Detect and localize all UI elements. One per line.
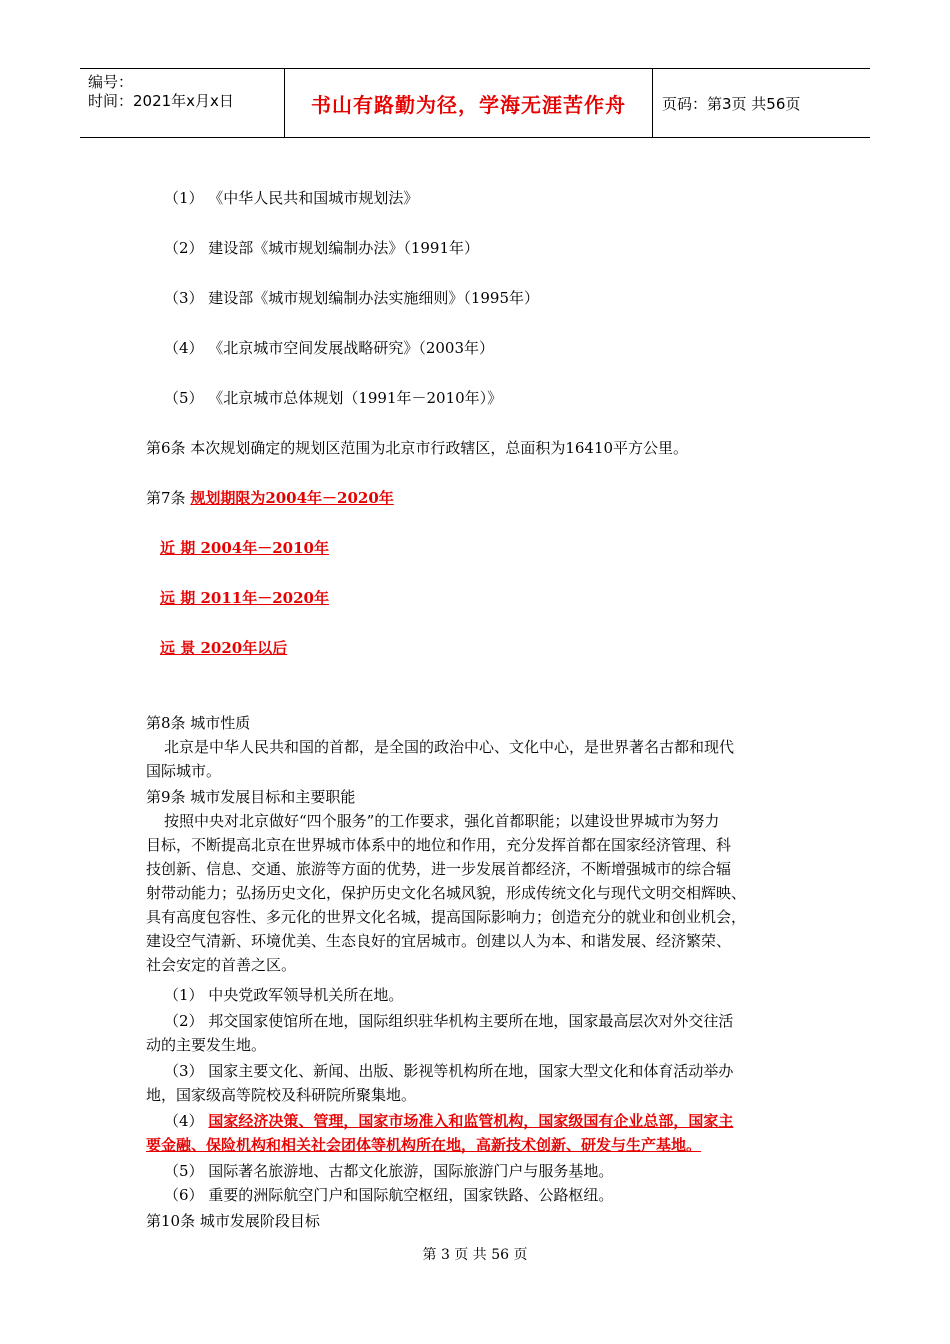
paragraph-line: 具有高度包容性、多元化的世界文化名城，提高国际影响力；创造充分的就业和创业机会， — [146, 908, 747, 926]
list-item: （5） 《北京城市总体规划（1991年－2010年）》 — [164, 389, 503, 407]
article-9-title: 第9条 城市发展目标和主要职能 — [146, 788, 356, 806]
page-footer: 第 3 页 共 56 页 — [422, 1247, 528, 1263]
function-item: （1） 中央党政军领导机关所在地。 — [164, 986, 404, 1004]
paragraph-line: 按照中央对北京做好“四个服务”的工作要求，强化首都职能；以建设世界城市为努力 — [164, 812, 720, 830]
header-motto: 书山有路勤为径，学海无涯苦作舟 — [311, 92, 626, 117]
list-item: （4） 《北京城市空间发展战略研究》（2003年） — [164, 339, 494, 357]
paragraph-line: 技创新、信息、交通、旅游等方面的优势，进一步发展首都经济，不断增强城市的综合辐 — [146, 860, 732, 878]
paragraph-line: 射带动能力；弘扬历史文化，保护历史文化名城风貌，形成传统文化与现代文明交相辉映、 — [146, 884, 747, 902]
paragraph-line: 社会安定的首善之区。 — [146, 956, 297, 974]
function-item: （6） 重要的洲际航空门户和国际航空枢纽，国家铁路、公路枢纽。 — [164, 1186, 614, 1204]
function-item: 地，国家级高等院校及科研院所聚集地。 — [146, 1086, 417, 1104]
function-highlight-text: 国家经济决策、管理，国家市场准入和监管机构，国家级国有企业总部，国家主 — [208, 1112, 734, 1130]
list-item: （2） 建设部《城市规划编制办法》（1991年） — [164, 239, 479, 257]
article-7 — [146, 486, 394, 510]
function-item: （3） 国家主要文化、新闻、出版、影视等机构所在地，国家大型文化和体育活动举办 — [164, 1062, 734, 1080]
planning-period: 规划期限为2004年－2020年 — [190, 489, 394, 507]
near-term: 近 期 2004年－2010年 — [160, 539, 329, 557]
article-6: 第6条 本次规划确定的规划区范围为北京市行政辖区，总面积为16410平方公里。 — [146, 439, 689, 457]
function-item: （2） 邦交国家使馆所在地，国际组织驻华机构主要所在地，国家最高层次对外交往活 — [164, 1012, 734, 1030]
paragraph-line: 北京是中华人民共和国的首都，是全国的政治中心、文化中心，是世界著名古都和现代 — [164, 738, 735, 756]
function-number: （4） — [164, 1112, 209, 1130]
function-item: 动的主要发生地。 — [146, 1036, 267, 1054]
function-item: （5） 国际著名旅游地、古都文化旅游，国际旅游门户与服务基地。 — [164, 1162, 614, 1180]
header-divider — [652, 69, 653, 137]
paragraph-line: 建设空气清新、环境优美、生态良好的宜居城市。创建以人为本、和谐发展、经济繁荣、 — [146, 932, 732, 950]
far-term: 远 期 2011年－2020年 — [160, 589, 329, 607]
list-item: （3） 建设部《城市规划编制办法实施细则》（1995年） — [164, 289, 539, 307]
function-highlight-text: 要金融、保险机构和相关社会团体等机构所在地，高新技术创新、研发与生产基地。 — [146, 1136, 702, 1154]
header-page-info: 页码：第3页 共56页 — [662, 94, 801, 113]
list-item: （1） 《中华人民共和国城市规划法》 — [164, 189, 419, 207]
article-10-title: 第10条 城市发展阶段目标 — [146, 1212, 320, 1230]
paragraph-line: 目标，不断提高北京在世界城市体系中的地位和作用，充分发挥首都在国家经济管理、科 — [146, 836, 732, 854]
article-7-label: 第7条 — [146, 489, 191, 507]
paragraph-line: 国际城市。 — [146, 762, 222, 780]
article-8-title: 第8条 城市性质 — [146, 714, 251, 732]
page-header — [80, 68, 870, 138]
vision-term: 远 景 2020年以后 — [160, 639, 288, 657]
function-item-highlight — [164, 1109, 733, 1133]
time-label: 时间：2021年x月x日 — [88, 92, 234, 110]
number-label: 编号： — [88, 73, 134, 91]
header-meta — [88, 73, 280, 111]
